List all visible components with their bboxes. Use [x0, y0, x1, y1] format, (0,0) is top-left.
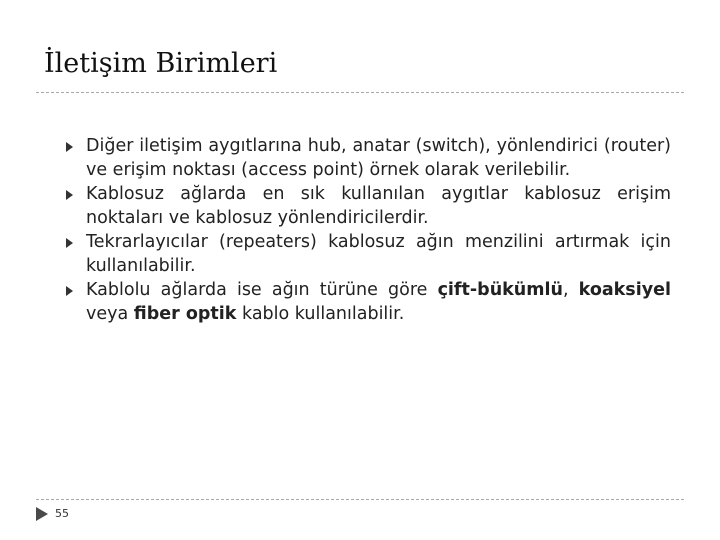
bullet-arrow-icon [66, 142, 73, 152]
bullet-arrow-icon [66, 286, 73, 296]
slide-title: İletişim Birimleri [44, 48, 278, 79]
bullet-text: Kablosuz ağlarda en sık kullanılan aygıtlar kablosuz erişim noktaları ve kablosuz yönlendiricilerdir. [86, 184, 671, 228]
bullet-text: kablo kullanılabilir. [236, 304, 405, 324]
bullet-text: Tekrarlayıcılar (repeaters) kablosuz ağın menzilini artırmak için kullanılabilir. [86, 232, 671, 276]
bullet-text: veya [86, 304, 134, 324]
bullet-text-bold: çift-bükümlü [437, 280, 563, 300]
footer-arrow-icon [36, 507, 48, 521]
title-divider [36, 92, 684, 93]
footer-divider [36, 499, 684, 500]
bullet-text: Kablolu ağlarda ise ağın türüne göre [86, 280, 438, 300]
page-number: 55 [55, 507, 69, 520]
bullet-text: Diğer iletişim aygıtlarına hub, anatar (switch), yönlendirici (router) ve erişim noktası (access point) örnek olarak verilebilir. [86, 136, 671, 180]
bullet-text-bold: fiber optik [133, 304, 237, 324]
bullet-arrow-icon [66, 238, 73, 248]
bullet-arrow-icon [66, 190, 73, 200]
bullet-item [66, 230, 671, 278]
bullet-text-bold: koaksiyel [578, 280, 671, 300]
bullet-item [66, 278, 671, 326]
bullet-item [66, 134, 671, 182]
bullet-text: , [562, 280, 579, 300]
bullet-item [66, 182, 671, 230]
bullet-list [66, 134, 671, 326]
